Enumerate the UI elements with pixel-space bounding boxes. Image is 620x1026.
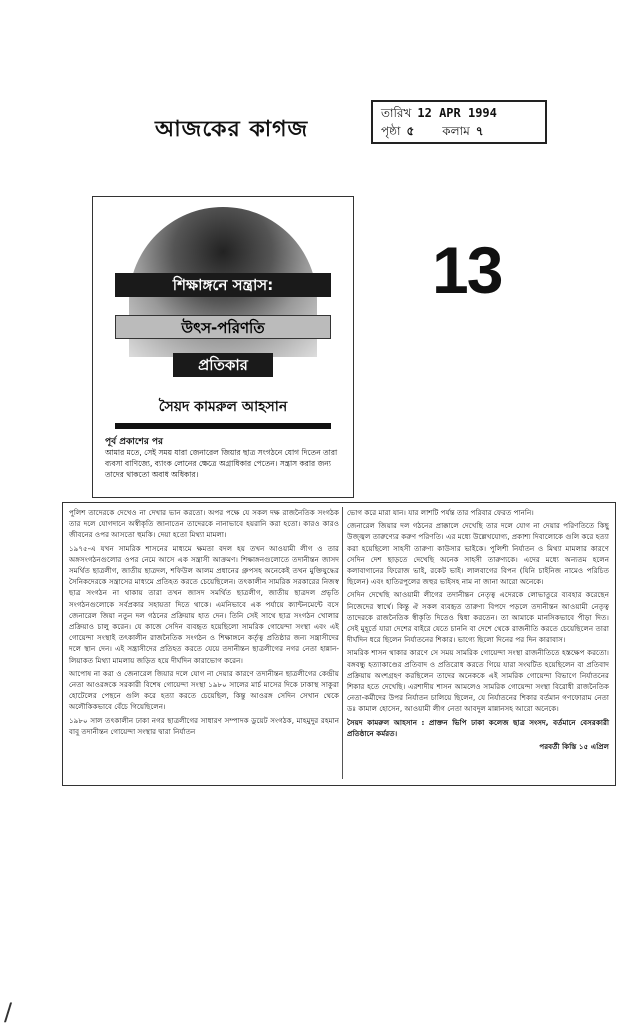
clipping-header bbox=[92, 196, 354, 498]
handwritten-page-number: 13 bbox=[432, 233, 502, 307]
intro-paragraph: আমার মতে, সেই সময় যারা জেনারেল জিয়ার ছাত্র সংগঠনে যোগ দিতেন তারা ব্যবসা বাণিজ্যে, ব্যাংক লোনের ক্ষেত্রে অগ্রাধিকার পেতেন। সন্ত্রাস করার জন্য তাদের থাকতো অবাধ অধিকার। bbox=[105, 448, 338, 479]
paragraph: ১৯৭৫-এ যখন সামরিক শাসনের মাধ্যমে ক্ষমতা বদল হয় তখন আওয়ামী লীগ ও তার অঙ্গসংগঠনগুলোর ওপর নেমে আসে এক সন্ত্রাসী আক্রমণ। শিক্ষাঙ্গনগুলোতে তদানীন্তন জাসদ সমর্থিত ছাত্রলীগ, জাতীয় ছাত্রদল, শফিউল আলম প্রধানের গ্রুপসহ অনেকেই তখন মুক্তিযুদ্ধের সৈনিকদেরকে সন্ত্রাসের মাধ্যমে প্রতিহত করতে চেয়েছিলেন। তৎকালীন সামরিক সরকারের নিজস্ব ছাত্র সংগঠন না থাকায় তারা তখন জাসদ সমর্থিত ছাত্রলীগ, জাতীয় ছাত্রদল প্রভৃতি সংগঠনগুলোকে সর্বপ্রকার সহায়তা দিতে থাকে। এমনিভাবে এক পর্যায়ে ক্যান্টনমেন্টে বসে জেনারেল জিয়া নতুন দল গঠনের প্রক্রিয়ায় হাত দেন। তিনি সেই সাথে ছাত্র সংগঠন খোলার প্রক্রিয়াও চালু করেন। যে কাজে সেদিন ব্যবহৃত হয়েছিলো সামরিক গোয়েন্দা সংস্থা এবং এই গোয়েন্দা সংস্থাই তৎকালীন রাজনৈতিক সংগঠন ও শিক্ষাঙ্গনে কর্তৃত্ব প্রতিষ্ঠার জন্য সন্ত্রাসীদের দলে স্থান দেন। এই সন্ত্রাসীদের প্রতিহত করতে যেয়ে তদানীন্তন ছাত্রলীগের নগর নেতা হান্নান-লিয়াকত মিথ্যা মামলায় জড়িত হয়ে দীর্ঘদিন কারাভোগ করেন। bbox=[69, 543, 339, 665]
paragraph: আপোষ না করা ও জেনারেল জিয়ার দলে যোগ না দেয়ার কারণে তদানীন্তন ছাত্রলীগের কেন্দ্রীয় নেতা আওরঙ্গকে সরকারী বিশেষ গোয়েন্দা সংস্থা ১৯৮০ সালের মার্চ মাসের দিকে ঢাকাস্থ সাকুরা হোটেলের পেছনে গুলি করে হত্যা করতে চেয়েছিল, কিন্তু আওরঙ্গ সেদিন সেখান থেকে অলৌকিকভাবে বেঁচে গিয়েছিলেন। bbox=[69, 668, 339, 712]
paragraph: সামরিক শাসন থাকার কারণে সে সময় সামরিক গোয়েন্দা সংস্থা রাজনীতিতে হস্তক্ষেপ করতো। বঙ্গবন্ধু হত্যাকাণ্ডের প্রতিবাদ ও প্রতিরোধ করতে গিয়ে যারা সংঘটিত হয়েছিলেন বা প্রতিবাদ প্রক্রিয়ায় অংশগ্রহণ করছিলেন তাদের অনেককে এই সামরিক গোয়েন্দা বিভাগে নির্যাতনের শিকার হতে দেখেছি। এরশাদীয় শাসন আমলেও সামরিক গোয়েন্দা সংস্থা বিরোধী রাজনৈতিক নেতা-কর্মীদের উপর নির্যাতন চালিয়ে ছিলেন, যে নির্যাতনের শিকার বর্তমান গণফোরাম নেতা ডঃ কামাল হোসেন, আওয়ামী লীগ নেতা আবদুল মান্নানসহ আরো অনেকে। bbox=[347, 648, 609, 714]
paragraph: সেদিন দেখেছি আওয়ামী লীগের তদানীন্তন নেতৃত্ব এদেরকে লোভাতুরে ব্যবহার করেছেন নিজেদের স্বার্থে। কিন্তু ঐ সকল ব্যবহৃত তারুণ্য বিপদে পড়লে তদানীন্তন আওয়ামী নেতৃত্ব তাদেরকে রাজনৈতিক স্বীকৃতি দিতেও দ্বিধা করতেন। তা আমাকে মানসিকভাবে পীড়া দিত। সেই মুহূর্তে যারা দেশের বাইরে যেতে চাননি বা দেশে থেকে রাজনীতি করতে চেয়েছিলেন তারা দীর্ঘদিন ধরে ছিলেন নির্যাতনের শিকার। ভাগ্যে ছিলো দিনের পর দিন কারাবাস। bbox=[347, 590, 609, 645]
paragraph: জেনারেল জিয়ার দল গঠনের প্রাক্কালে দেখেছি তার দলে যোগ না দেয়ার পরিণতিতে কিছু উজ্জ্বল তারুণ্যের করুণ পরিণতি। এর মধ্যে উল্লেখযোগ্য, প্রকাশ্য দিবালোকে গুলি করে হত্যা করা হয়েছিলো সাহসী তারুণ্য কাউসার ভাইকে। পুলিশী নির্যাতন ও মিথ্যা মামলার কারণে সেদিন দেশ ছাড়তে দেখেছি অনেক সাহসী তারুণ্যকে। এদের মধ্যে অন্যতম হলেন কলাবাগানের ফিরোজ ভাই, রকেট ভাই। লালবাগের বিপন (যিনি চাইনিজ নামেও পরিচিত ছিলেন) এবং হাতিরপুলের জহুর ভাইসহ নাম না জানা আরো অনেকে। bbox=[347, 521, 609, 587]
continuation-note: পূর্ব প্রকাশের পর bbox=[105, 437, 163, 447]
stamp-column-label: কলাম bbox=[442, 124, 470, 138]
column-divider bbox=[342, 507, 343, 779]
stamp-date: 12 APR 1994 bbox=[417, 106, 497, 120]
headline-line3: প্রতিকার bbox=[173, 353, 273, 377]
headline-line1: শিক্ষাঙ্গনে সন্ত্রাস: bbox=[115, 273, 331, 297]
article-body bbox=[62, 502, 616, 786]
paragraph: পুলিশ তাদেরকে দেখেও না দেখার ভান করতো। অপর পক্ষে যে সকল দক্ষ রাজনৈতিক সংগঠক তার দলে যোগদানে অস্বীকৃতি জানাতেন তাদেরকে নানাভাবে হয়রানি করা হতো। কারও কারও জীবনের ওপর আসতো হুমকি। দেয়া হতো মিথ্যা মামলা। bbox=[69, 508, 339, 540]
headline-line2: উৎস-পরিণতি bbox=[115, 315, 331, 339]
article-left-column bbox=[69, 507, 339, 739]
paragraph: ১৯৮০ সাল তৎকালীন ঢাকা নগর ছাত্রলীগের সাধারণ সম্পাদক ডুয়েট সংগঠক, মাহমুদুর রহমান বাবু তদানীন্তন গোয়েন্দা সংস্থার দ্বারা নির্যাতন bbox=[69, 715, 339, 736]
author-name: সৈয়দ কামরুল আহসান bbox=[115, 395, 331, 429]
stamp-page-label: পৃষ্ঠা bbox=[381, 124, 401, 138]
article-right-column bbox=[347, 507, 609, 754]
newspaper-masthead: আজকের কাগজ bbox=[155, 117, 309, 142]
stamp-date-label: তারিখ bbox=[381, 106, 412, 120]
continued-note: পরবর্তী কিস্তি ১৫ এপ্রিল bbox=[539, 742, 609, 752]
author-byline: সৈয়দ কামরুল আহসান : প্রাক্তন ভিপি ঢাকা কলেজ ছাত্র সংসদ, বর্তমানে বেসরকারী প্রতিষ্ঠানে কর্মরত। bbox=[347, 717, 609, 738]
margin-mark: / bbox=[4, 998, 13, 1026]
date-stamp bbox=[371, 100, 547, 144]
stamp-column: ৭ bbox=[475, 124, 484, 138]
paragraph: ভোগ করে মারা যান। যার লাশটি পর্যন্ত তার পরিবার ফেরত পাননি। bbox=[347, 508, 534, 517]
stamp-page: ৫ bbox=[406, 124, 415, 138]
